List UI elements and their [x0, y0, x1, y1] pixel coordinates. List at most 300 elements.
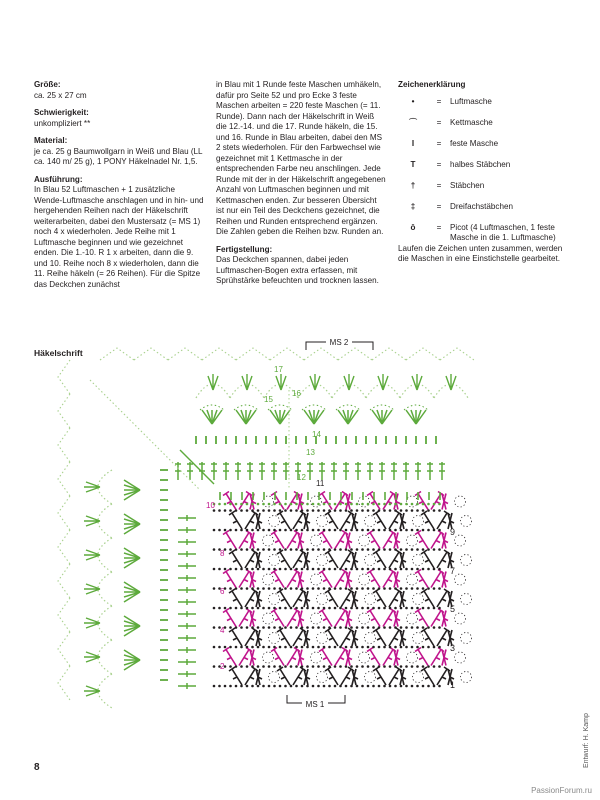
double-crochet-stitch: [319, 462, 325, 480]
chain-stitch: [273, 587, 276, 590]
chain-stitch: [356, 665, 359, 668]
chain-stitch: [422, 509, 425, 512]
chain-stitch: [251, 568, 254, 571]
chain-stitch: [257, 503, 260, 506]
chain-arc: [269, 555, 280, 566]
size-heading: Größe:: [34, 80, 61, 89]
chain-stitch: [372, 587, 375, 590]
chain-stitch: [235, 607, 238, 610]
double-crochet-stitch: [400, 513, 406, 529]
chain-stitch: [295, 646, 298, 649]
picot-stitch: [310, 374, 320, 390]
chain-arc: [461, 633, 472, 644]
chain-stitch: [229, 503, 232, 506]
double-crochet-stitch: [250, 611, 256, 627]
chain-stitch: [400, 685, 403, 688]
chain-stitch: [334, 665, 337, 668]
chain-stitch: [361, 503, 364, 506]
chain-arc: [234, 405, 258, 410]
finishing-text: Das Deckchen spannen, dabei jeden Luftmaschen-Bogen extra erfassen, mit Sprühstärke befeuchten und trocknen lassen.: [216, 255, 379, 285]
chain-stitch: [405, 626, 408, 629]
chain-arc: [263, 613, 274, 624]
double-crochet-stitch: [256, 591, 262, 607]
chain-arc: [413, 594, 424, 605]
chain-stitch: [262, 548, 265, 551]
double-crochet-stitch: [229, 511, 242, 529]
chain-stitch: [328, 607, 331, 610]
chain-stitch: [246, 626, 249, 629]
double-crochet-stitch: [178, 647, 196, 653]
chain-stitch: [361, 509, 364, 512]
double-crochet-stitch: [175, 462, 181, 480]
chain-arc: [98, 572, 112, 606]
double-crochet-stitch: [271, 492, 284, 510]
double-crochet-stitch: [223, 570, 236, 588]
chain-stitch: [323, 626, 326, 629]
chain-stitch: [433, 685, 436, 688]
chain-stitch: [433, 548, 436, 551]
chain-stitch: [273, 646, 276, 649]
chain-stitch: [213, 607, 216, 610]
chain-stitch: [268, 587, 271, 590]
chain-stitch: [306, 548, 309, 551]
double-crochet-stitch: [271, 570, 284, 588]
chain-stitch: [427, 529, 430, 532]
chain-stitch: [389, 626, 392, 629]
chain-stitch: [422, 587, 425, 590]
chain-stitch: [361, 529, 364, 532]
chain-stitch: [422, 665, 425, 668]
chain-stitch: [257, 509, 260, 512]
chain-arc: [302, 405, 326, 410]
chain-stitch: [268, 529, 271, 532]
chain-stitch: [427, 503, 430, 506]
double-crochet-stitch: [367, 462, 373, 480]
chain-stitch: [405, 646, 408, 649]
round-label: 14: [312, 430, 321, 439]
chain-stitch: [350, 548, 353, 551]
chain-stitch: [306, 503, 309, 506]
chain-arc: [269, 516, 280, 527]
round-label: 17: [274, 365, 283, 374]
chain-stitch: [268, 607, 271, 610]
double-crochet-stitch: [250, 650, 256, 666]
chain-arc: [455, 574, 466, 585]
chain-arc: [311, 652, 322, 663]
chain-stitch: [268, 626, 271, 629]
double-crochet-stitch: [178, 587, 196, 593]
double-crochet-stitch: [298, 611, 304, 627]
chain-stitch: [345, 665, 348, 668]
chain-arc: [338, 348, 372, 360]
legend-item: • = Luftmasche: [398, 97, 568, 118]
chain-stitch: [279, 665, 282, 668]
chain-stitch: [273, 685, 276, 688]
double-crochet-stitch: [394, 611, 400, 627]
chain-stitch: [356, 568, 359, 571]
chain-stitch: [284, 587, 287, 590]
chain-arc: [365, 594, 376, 605]
chain-arc: [311, 535, 322, 546]
chain-stitch: [411, 685, 414, 688]
row-label: 9: [450, 527, 456, 537]
double-crochet-stitch: [277, 589, 290, 607]
chain-stitch: [290, 529, 293, 532]
chain-stitch: [257, 626, 260, 629]
chain-stitch: [367, 548, 370, 551]
chain-stitch: [411, 529, 414, 532]
chain-stitch: [235, 665, 238, 668]
picot-stitch: [276, 374, 286, 390]
chain-stitch: [416, 529, 419, 532]
chain-arc: [58, 428, 70, 462]
double-crochet-stitch: [178, 515, 196, 521]
chain-stitch: [229, 665, 232, 668]
chain-stitch: [328, 646, 331, 649]
double-crochet-icon: †: [410, 180, 416, 190]
legend-label: Kettmasche: [450, 117, 493, 127]
chain-arc: [407, 652, 418, 663]
chain-stitch: [378, 685, 381, 688]
chain-arc: [317, 633, 328, 644]
chain-stitch: [438, 646, 441, 649]
chain-stitch: [427, 646, 430, 649]
triple-treble-icon: ‡: [410, 201, 416, 211]
chain-stitch: [372, 568, 375, 571]
chain-stitch: [416, 646, 419, 649]
double-crochet-stitch: [229, 667, 242, 685]
chain-arc: [311, 574, 322, 585]
chain-stitch: [235, 587, 238, 590]
chain-stitch: [422, 529, 425, 532]
chain-stitch: [334, 509, 337, 512]
picot-stitch: [84, 516, 100, 526]
chain-stitch: [433, 503, 436, 506]
chain-stitch: [334, 626, 337, 629]
chain-arc: [317, 555, 328, 566]
picot-stitch: [378, 374, 388, 390]
double-crochet-stitch: [421, 511, 434, 529]
chain-stitch: [422, 646, 425, 649]
chain-stitch: [262, 685, 265, 688]
double-crochet-stitch: [325, 511, 338, 529]
chain-stitch: [257, 548, 260, 551]
chain-stitch: [279, 685, 282, 688]
chain-stitch: [411, 568, 414, 571]
ms2-label: MS 2: [329, 338, 349, 347]
row-label: 6: [220, 587, 225, 596]
finishing-heading: Fertigstellung:: [216, 244, 273, 254]
row-label: 2: [220, 662, 225, 671]
chain-stitch: [229, 646, 232, 649]
chain-stitch: [438, 509, 441, 512]
double-crochet-stitch: [355, 462, 361, 480]
double-crochet-stitch: [283, 462, 289, 480]
chain-stitch: [411, 607, 414, 610]
chain-stitch: [323, 568, 326, 571]
chain-stitch: [345, 503, 348, 506]
chain-arc: [58, 496, 70, 530]
chain-stitch: [356, 685, 359, 688]
chain-stitch: [224, 568, 227, 571]
chain-stitch: [301, 665, 304, 668]
chain-stitch: [400, 568, 403, 571]
chain-stitch: [301, 626, 304, 629]
chain-stitch: [433, 607, 436, 610]
double-crochet-stitch: [373, 628, 386, 646]
double-crochet-stitch: [178, 527, 196, 533]
chain-stitch: [229, 509, 232, 512]
double-crochet-stitch: [277, 667, 290, 685]
double-crochet-stitch: [271, 609, 284, 627]
chain-stitch: [290, 568, 293, 571]
chain-stitch: [400, 529, 403, 532]
chain-stitch: [334, 548, 337, 551]
double-crochet-stitch: [307, 462, 313, 480]
chain-stitch: [345, 685, 348, 688]
double-crochet-stitch: [415, 570, 428, 588]
chain-stitch: [213, 685, 216, 688]
double-crochet-stitch: [211, 462, 217, 480]
chain-stitch: [378, 607, 381, 610]
chain-stitch: [328, 503, 331, 506]
chain-stitch: [367, 503, 370, 506]
double-crochet-stitch: [373, 550, 386, 568]
chain-stitch: [290, 665, 293, 668]
chain-stitch: [356, 509, 359, 512]
double-crochet-stitch: [178, 659, 196, 665]
chain-stitch: [301, 607, 304, 610]
chain-stitch: [405, 607, 408, 610]
chain-stitch: [345, 646, 348, 649]
chain-stitch: [372, 607, 375, 610]
chain-stitch: [306, 665, 309, 668]
double-crochet-stitch: [400, 591, 406, 607]
chain-stitch: [218, 529, 221, 532]
round-label: 13: [306, 448, 315, 457]
chain-stitch: [273, 626, 276, 629]
double-crochet-stitch: [271, 648, 284, 666]
chain-stitch: [240, 626, 243, 629]
chain-stitch: [378, 626, 381, 629]
chain-stitch: [389, 587, 392, 590]
chain-stitch: [416, 607, 419, 610]
double-crochet-stitch: [271, 531, 284, 549]
double-crochet-stitch: [394, 533, 400, 549]
chain-stitch: [427, 568, 430, 571]
double-crochet-stitch: [331, 462, 337, 480]
chain-stitch: [262, 646, 265, 649]
chain-stitch: [422, 626, 425, 629]
chain-stitch: [350, 665, 353, 668]
picot-stitch: [84, 584, 100, 594]
chain-stitch: [328, 568, 331, 571]
chain-stitch: [218, 646, 221, 649]
chain-stitch: [339, 509, 342, 512]
chain-arc: [98, 674, 112, 708]
chain-stitch: [229, 587, 232, 590]
chain-stitch: [213, 529, 216, 532]
chain-stitch: [372, 548, 375, 551]
legend-item: I = feste Masche: [398, 139, 568, 160]
double-crochet-stitch: [223, 531, 236, 549]
chain-stitch: [312, 568, 315, 571]
chain-stitch: [312, 685, 315, 688]
chain-stitch: [284, 503, 287, 506]
chain-stitch: [416, 587, 419, 590]
chain-stitch: [301, 548, 304, 551]
row-label: 7: [450, 566, 456, 576]
legend-list: [398, 97, 568, 244]
double-crochet-stitch: [319, 648, 332, 666]
execution-text: In Blau 52 Luftmaschen + 1 zusätzliche Wende-Luftmasche anschlagen und in hin- und hergehenden Reihen nach der Häkelschrift weiterarbeiten, dabei den Mustersatz (= MS 1) noch 4 x wiederholen. Jede Reihe mit 1 Luftmasche beginnen und wie gezeichnet enden. Die 1.-10. R 1 x arbeiten, dann die 9. und 10. Reihe noch 8 x wiederholen, dann die 11. Reihe häkeln (= 26 Reihen). Für die Spitze das Deckchen zunächst: [34, 185, 204, 289]
chain-stitch: [273, 665, 276, 668]
chain-stitch: [438, 529, 441, 532]
chain-stitch: [290, 685, 293, 688]
chain-stitch: [257, 529, 260, 532]
chain-arc: [359, 613, 370, 624]
chain-stitch: [323, 665, 326, 668]
double-crochet-stitch: [178, 683, 196, 689]
chain-stitch: [257, 646, 260, 649]
double-crochet-stitch: [325, 667, 338, 685]
chain-stitch: [394, 529, 397, 532]
chain-stitch: [416, 548, 419, 551]
chain-stitch: [383, 503, 386, 506]
chain-stitch: [268, 509, 271, 512]
chain-arc: [311, 496, 322, 507]
chain-arc: [455, 613, 466, 624]
chain-stitch: [356, 626, 359, 629]
chain-stitch: [312, 548, 315, 551]
chain-stitch: [378, 509, 381, 512]
chain-stitch: [422, 548, 425, 551]
chain-stitch: [257, 568, 260, 571]
chain-stitch: [246, 509, 249, 512]
chain-stitch: [389, 503, 392, 506]
chain-stitch: [372, 646, 375, 649]
chain-stitch: [367, 607, 370, 610]
chain-stitch: [339, 626, 342, 629]
chain-stitch: [400, 509, 403, 512]
double-crochet-stitch: [379, 462, 385, 480]
chain-stitch: [279, 587, 282, 590]
chain-stitch: [235, 503, 238, 506]
chain-stitch: [240, 503, 243, 506]
double-crochet-stitch: [223, 492, 236, 510]
chain-stitch: [328, 685, 331, 688]
double-crochet-stitch: [298, 650, 304, 666]
chain-stitch: [400, 665, 403, 668]
chain-stitch: [290, 587, 293, 590]
chain-arc: [370, 405, 394, 410]
chain-stitch: [279, 607, 282, 610]
chain-stitch: [229, 529, 232, 532]
double-crochet-stitch: [277, 511, 290, 529]
legend-item: † = Stäbchen: [398, 181, 568, 202]
chain-arc: [58, 666, 70, 700]
chain-arc: [98, 606, 112, 640]
double-crochet-stitch: [277, 550, 290, 568]
double-crochet-stitch: [223, 609, 236, 627]
chain-stitch: [251, 685, 254, 688]
chain-arc: [270, 348, 304, 360]
chain-stitch: [400, 587, 403, 590]
chain-stitch: [262, 587, 265, 590]
chain-stitch: [268, 503, 271, 506]
double-crochet-stitch: [178, 551, 196, 557]
double-crochet-stitch: [229, 550, 242, 568]
chain-stitch: [350, 503, 353, 506]
chain-stitch: [323, 646, 326, 649]
double-crochet-stitch: [415, 609, 428, 627]
chain-arc: [407, 574, 418, 585]
chain-stitch: [372, 665, 375, 668]
double-crochet-stitch: [421, 550, 434, 568]
chain-stitch: [372, 626, 375, 629]
double-crochet-stitch: [178, 539, 196, 545]
chain-stitch: [323, 509, 326, 512]
double-crochet-stitch: [346, 650, 352, 666]
chain-stitch: [400, 607, 403, 610]
legend-note: Laufen die Zeichen unten zusammen, werden die Maschen in eine Einstichstelle gearbeitet.: [398, 243, 563, 263]
chain-stitch: [312, 626, 315, 629]
chain-stitch: [400, 626, 403, 629]
legend-item: ‡ = Dreifachstäbchen: [398, 202, 568, 223]
chain-stitch: [312, 509, 315, 512]
chain-stitch: [301, 587, 304, 590]
chain-arc: [58, 530, 70, 564]
chain-stitch: [295, 503, 298, 506]
picot-stitch: [84, 652, 100, 662]
chain-stitch: [361, 646, 364, 649]
chain-arc: [269, 633, 280, 644]
chain-stitch: [422, 685, 425, 688]
chain-arc: [365, 633, 376, 644]
chain-stitch: [367, 587, 370, 590]
chain-arc: [359, 652, 370, 663]
legend-item: T = halbes Stäbchen: [398, 160, 568, 181]
chain-arc: [359, 496, 370, 507]
chain-stitch: [367, 646, 370, 649]
chain-stitch: [246, 587, 249, 590]
corner-stitches: [180, 450, 214, 484]
double-crochet-stitch: [367, 531, 380, 549]
chain-arc: [359, 574, 370, 585]
chain-stitch: [372, 529, 375, 532]
legend-label: halbes Stäbchen: [450, 159, 511, 169]
double-crochet-stitch: [247, 462, 253, 480]
chain-stitch: [438, 587, 441, 590]
chain-stitch: [273, 503, 276, 506]
chain-arc: [455, 535, 466, 546]
chain-stitch: [433, 665, 436, 668]
chain-stitch: [251, 607, 254, 610]
round-label: 15: [264, 395, 273, 404]
chain-stitch: [235, 568, 238, 571]
chain-stitch: [334, 685, 337, 688]
chain-arc: [317, 516, 328, 527]
chain-stitch: [235, 548, 238, 551]
chain-stitch: [295, 685, 298, 688]
chain-stitch: [394, 607, 397, 610]
chain-arc: [58, 360, 70, 394]
chain-stitch: [218, 503, 221, 506]
chain-stitch: [306, 587, 309, 590]
row-label: 1: [450, 680, 456, 690]
chain-stitch: [339, 665, 342, 668]
chain-stitch: [323, 503, 326, 506]
